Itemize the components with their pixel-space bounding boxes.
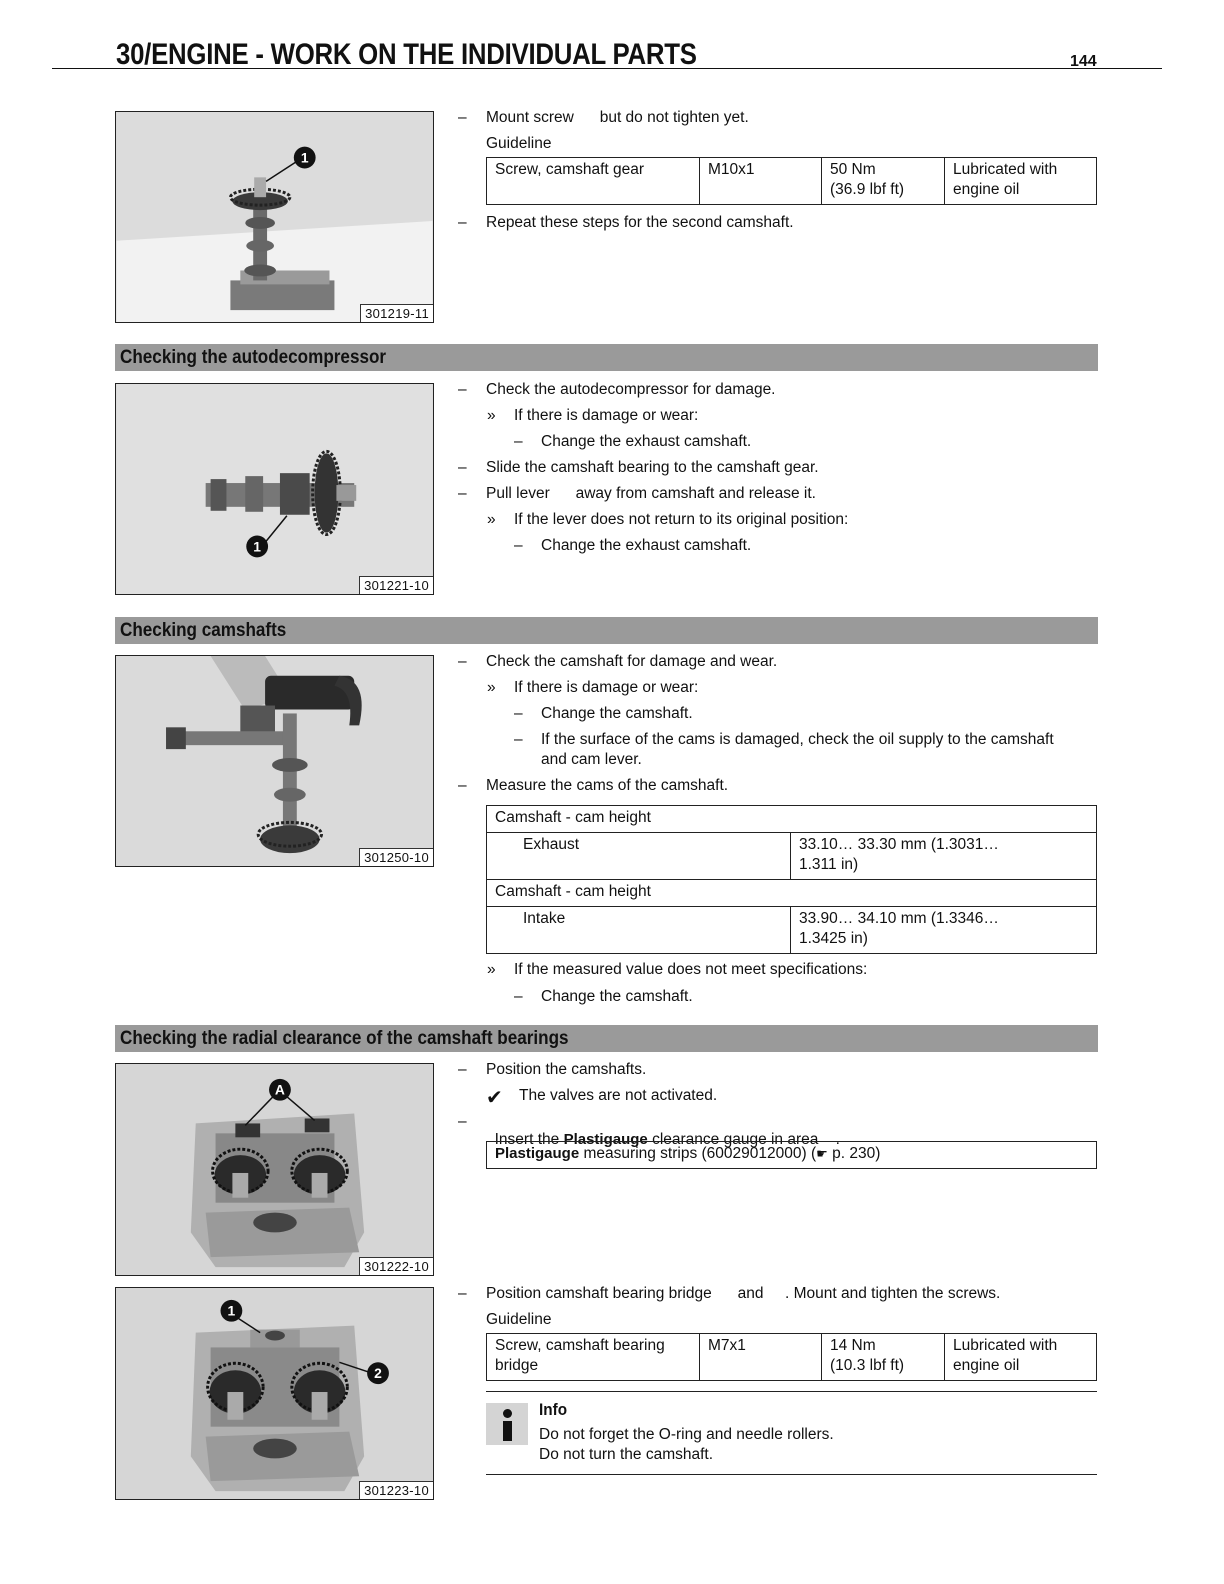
info-bottom-rule [486,1474,1097,1475]
callout-1: 1 [253,538,262,555]
step-repeat: Repeat these steps for the second camshaft. [486,214,794,231]
section-heading-camshafts: Checking camshafts [115,617,1098,644]
section-heading-radial-clearance: Checking the radial clearance of the camshaft bearings [115,1025,1098,1052]
camshaft-gear-illustration [116,112,433,322]
photo-cylinder-head-bridges [115,1287,434,1500]
cylinder-head-illustration [116,1064,433,1275]
cylinder-head-bridges-illustration [116,1288,433,1499]
section-heading-autodecompressor: Checking the autodecompressor [115,344,1098,371]
photo-autodecompressor [115,383,434,595]
check-icon: ✔ [486,1087,503,1109]
photo-camshaft-measure [115,655,434,867]
photo-cylinder-head-a [115,1063,434,1276]
photo-code: 301223-10 [359,1481,433,1499]
tool-table-plastigauge: Plastigauge measuring strips (60029012000) (☛ p. 230) [486,1141,1097,1169]
callout-a: A [274,1081,285,1098]
info-icon [486,1403,528,1445]
info-top-rule [486,1391,1097,1392]
photo-code: 301219-11 [360,304,433,322]
info-title: Info [539,1400,568,1419]
photo-code: 301250-10 [359,848,433,866]
callout-2: 2 [374,1365,382,1382]
spec-table-camshaft-gear: Screw, camshaft gear M10x1 50 Nm (36.9 lbf ft) Lubricated with engine oil [486,157,1097,205]
page-number: 144 [1070,53,1097,70]
photo-camshaft-gear [115,111,434,323]
photo-code: 301221-10 [359,576,433,594]
callout-1: 1 [227,1302,236,1319]
spec-table-bearing-bridge: Screw, camshaft bearing bridge M7x1 14 Nm (10.3 lbf ft) Lubricated with engine oil [486,1333,1097,1381]
spec-table-cam-height: Camshaft - cam height Exhaust 33.10… 33.30 mm (1.3031… 1.311 in) Camshaft - cam height Intake 33.90… 34.10 mm (1.3346… 1.3425 in) [486,805,1097,954]
step-mount-screw: Mount screw but do not tighten yet. [486,109,749,126]
guideline-label: Guideline [486,135,552,152]
hand-pointer-icon: ☛ [816,1146,828,1161]
autodecompressor-illustration [116,384,433,594]
page-title: 30/ENGINE - WORK ON THE INDIVIDUAL PARTS [116,38,697,71]
micrometer-illustration [116,656,433,866]
photo-code: 301222-10 [359,1257,433,1275]
header-rule [52,68,1162,69]
callout-1: 1 [300,149,309,166]
